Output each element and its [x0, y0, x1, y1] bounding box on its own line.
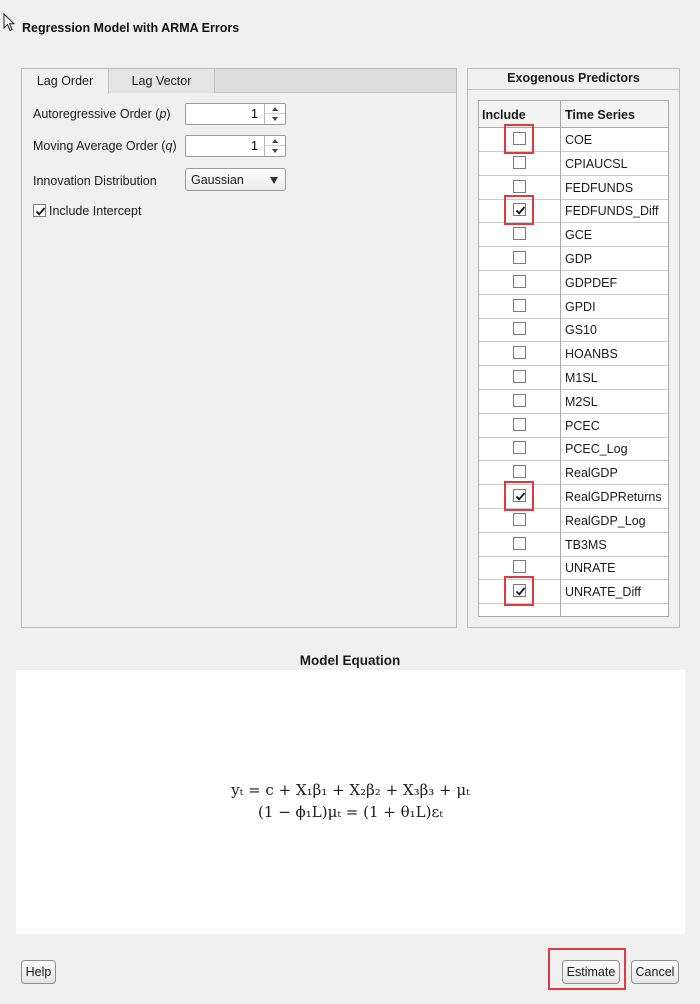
table-row [479, 223, 668, 247]
include-checkbox[interactable] [513, 394, 526, 407]
time-series-name: PCEC_Log [565, 442, 628, 457]
model-equation-display [16, 670, 685, 934]
table-row [479, 437, 668, 461]
include-checkbox[interactable] [513, 227, 526, 240]
column-header-include: Include [482, 108, 526, 122]
table-row [479, 318, 668, 342]
include-checkbox[interactable] [513, 322, 526, 335]
time-series-name: FEDFUNDS_Diff [565, 204, 659, 219]
triangle-down-icon [270, 177, 278, 184]
help-button[interactable]: Help [21, 960, 56, 984]
include-checkbox[interactable] [513, 537, 526, 550]
include-checkbox[interactable] [513, 156, 526, 169]
exogenous-predictors-panel [467, 68, 680, 628]
include-checkbox[interactable] [513, 418, 526, 431]
arrow-down-icon [272, 149, 278, 153]
lag-tab-panel [21, 68, 457, 628]
tab-lag-vector[interactable]: Lag Vector [109, 69, 215, 93]
include-checkbox[interactable] [513, 370, 526, 383]
checkbox-highlight-box [504, 124, 534, 154]
include-checkbox[interactable] [513, 299, 526, 312]
time-series-name: UNRATE_Diff [565, 585, 641, 600]
tab-strip [22, 69, 456, 93]
innovation-distribution-dropdown[interactable] [185, 168, 286, 191]
checkmark-icon [34, 205, 47, 218]
include-intercept-label: Include Intercept [49, 204, 142, 218]
include-checkbox[interactable] [513, 346, 526, 359]
column-header-time-series: Time Series [565, 108, 635, 122]
ar-order-spinner[interactable] [185, 103, 286, 125]
table-row [479, 580, 668, 604]
time-series-name: FEDFUNDS [565, 180, 634, 195]
estimate-button[interactable]: Estimate [562, 960, 620, 984]
table-row [479, 342, 668, 366]
table-row [479, 414, 668, 438]
table-row [479, 485, 668, 509]
table-row [479, 271, 668, 295]
time-series-name: COE [565, 133, 593, 147]
time-series-name: GDPDEF [565, 275, 618, 290]
include-checkbox[interactable] [513, 180, 526, 193]
model-equation-heading: Model Equation [299, 653, 401, 668]
include-checkbox[interactable] [513, 513, 526, 526]
table-row [479, 533, 668, 557]
innovation-distribution-label: Innovation Distribution [33, 174, 157, 188]
innovation-distribution-value: Gaussian [191, 173, 244, 187]
exogenous-predictors-title: Exogenous Predictors [507, 71, 640, 85]
time-series-name: RealGDPReturns [565, 490, 662, 504]
time-series-name: RealGDP [565, 466, 618, 481]
table-row [479, 390, 668, 414]
table-row [479, 152, 668, 176]
include-intercept-checkbox[interactable] [33, 204, 46, 217]
ma-order-spin-buttons [264, 136, 285, 156]
ma-order-input[interactable] [186, 136, 264, 156]
time-series-name: M1SL [565, 371, 598, 385]
time-series-name: GCE [565, 228, 593, 243]
include-checkbox[interactable] [513, 560, 526, 573]
ar-order-label: Autoregressive Order (p) [33, 107, 171, 121]
time-series-name: RealGDP_Log [565, 513, 646, 528]
ar-order-decrement-button[interactable] [265, 114, 285, 124]
checkbox-highlight-box [504, 481, 534, 511]
arrow-up-icon [272, 139, 278, 143]
include-checkbox[interactable] [513, 251, 526, 264]
cancel-button[interactable]: Cancel [631, 960, 679, 984]
time-series-name: TB3MS [565, 537, 607, 552]
include-checkbox[interactable] [513, 275, 526, 288]
checkbox-highlight-box [504, 195, 534, 225]
ma-order-increment-button[interactable] [265, 136, 285, 146]
table-row [479, 247, 668, 271]
window-title: Regression Model with ARMA Errors [22, 21, 240, 35]
table-row [479, 295, 668, 319]
ma-order-decrement-button[interactable] [265, 146, 285, 156]
time-series-name: GDP [565, 252, 593, 266]
estimate-highlight-box [548, 948, 626, 990]
table-row [479, 199, 668, 223]
time-series-name: GPDI [565, 299, 596, 314]
table-row [479, 509, 668, 533]
column-divider [560, 101, 561, 617]
ar-order-spin-buttons [264, 104, 285, 124]
arrow-up-icon [272, 107, 278, 111]
table-row [479, 366, 668, 390]
mouse-cursor-icon [3, 13, 17, 33]
include-checkbox[interactable] [513, 465, 526, 478]
time-series-name: HOANBS [565, 347, 618, 362]
time-series-name: M2SL [565, 394, 598, 409]
time-series-name: CPIAUCSL [565, 156, 628, 171]
ar-order-input[interactable] [186, 104, 264, 124]
include-checkbox[interactable] [513, 441, 526, 454]
checkbox-highlight-box [504, 576, 534, 606]
predictors-table [478, 100, 669, 617]
equation-line-1: yₜ = c + X₁β₁ + X₂β₂ + X₃β₃ + μₜ [231, 781, 470, 799]
tab-lag-order[interactable]: Lag Order [22, 69, 109, 94]
ar-order-increment-button[interactable] [265, 104, 285, 114]
time-series-name: GS10 [565, 323, 597, 338]
divider [468, 89, 679, 90]
ma-order-label: Moving Average Order (q) [33, 139, 177, 153]
time-series-name: UNRATE [565, 561, 616, 576]
table-row [479, 128, 668, 152]
time-series-name: PCEC [565, 418, 600, 433]
ma-order-spinner[interactable] [185, 135, 286, 157]
arrow-down-icon [272, 117, 278, 121]
equation-line-2: (1 − ϕ₁L)μₜ = (1 + θ₁L)εₜ [258, 803, 443, 821]
